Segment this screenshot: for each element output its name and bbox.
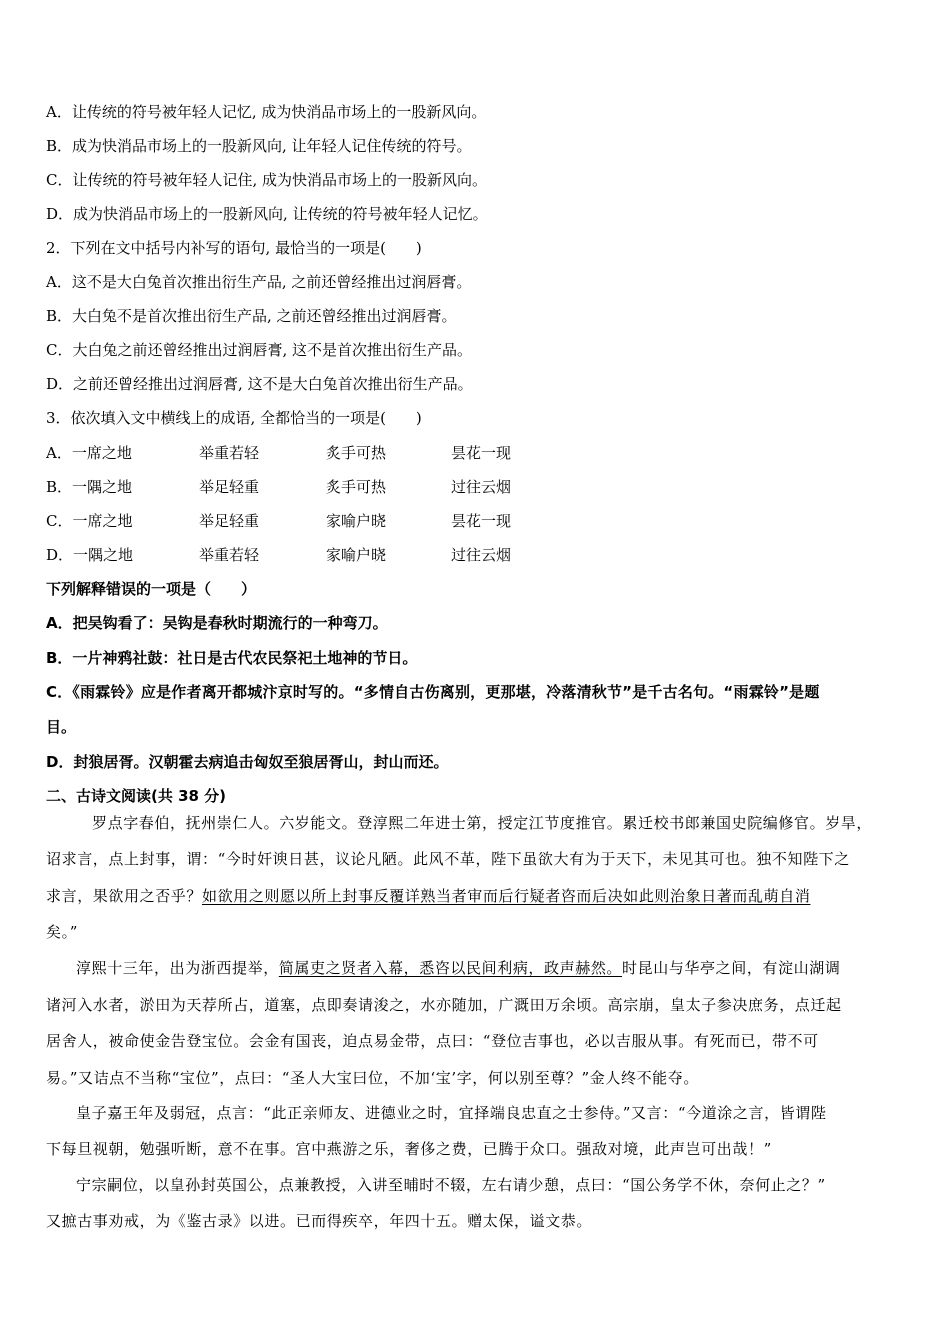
q3-d-term2: 举重若轻 — [199, 546, 260, 564]
q3-stem: 3．依次填入文中横线上的成语, 全都恰当的一项是( ) — [46, 409, 422, 427]
passage-line: 宁宗嗣位，以皇孙封英国公，点兼教授，入讲至晡时不辍，左右请少憩，点曰：“国公务学不休，奈何止之？” — [76, 1176, 826, 1194]
passage-line: 罗点字春伯，抚州崇仁人。六岁能文。登淳熙二年进士第，授定江节度推官。累迁校书郎兼国史院编修官。岁旱， — [92, 814, 873, 832]
q3-b-term4: 过往云烟 — [451, 478, 512, 496]
q4-option-c: C．《雨霖铃》应是作者离开都城汴京时写的。“多情自古伤离别，更那堪，冷落清秋节”是千古名句。“雨霖铃”是题 — [46, 683, 820, 701]
passage-text: 时昆山与华亭之间，有淀山湖调 — [622, 959, 841, 977]
passage-line: 诏求言，点上封事，谓：“今时奸谀日甚，议论凡陋。此风不革，陛下虽欲大有为于天下，未见其可也。独不知陛下之 — [46, 850, 850, 868]
q3-a-label: A．一席之地 — [46, 444, 132, 462]
q4-stem: 下列解释错误的一项是（ ） — [46, 580, 257, 598]
q4-option-c-cont: 目。 — [46, 718, 77, 736]
q3-c-term3: 家喻户晓 — [326, 512, 387, 530]
passage-text: 求言，果欲用之否乎？ — [46, 887, 203, 905]
passage-line: 易。”又诘点不当称“宝位”，点曰：“圣人大宝曰位，不加‘宝’字，何以别至尊？”金人终不能夺。 — [46, 1069, 699, 1087]
q1-option-c: C．让传统的符号被年轻人记住, 成为快消品市场上的一股新风向。 — [46, 171, 488, 189]
passage-line: 诸河入水者，淤田为天荐所占，道塞，点即奏请浚之，水亦随加，广溉田万余顷。高宗崩，皇太子参决庶务，点迁起 — [46, 996, 842, 1014]
q3-c-label: C．一席之地 — [46, 512, 133, 530]
passage-line: 皇子嘉王年及弱冠，点言：“此正亲师友、进德业之时，宜择端良忠直之士参侍。”又言：“今道涂之言，皆谓陛 — [76, 1104, 827, 1122]
passage-line — [46, 886, 908, 906]
underlined-sentence: 简属吏之贤者入幕，悉咨以民间利病，政声赫然。 — [278, 959, 623, 977]
q1-option-a: A．让传统的符号被年轻人记忆, 成为快消品市场上的一股新风向。 — [46, 103, 487, 121]
q3-b-term2: 举足轻重 — [199, 478, 260, 496]
passage-line: 矣。” — [46, 923, 78, 941]
underlined-sentence: 如欲用之则愿以所上封事反覆详熟当者审而后行疑者咨而后决如此则治象日著而乱萌自消 — [202, 887, 811, 905]
q4-option-b: B．一片神鸦社鼓：社日是古代农民祭祀土地神的节日。 — [46, 649, 418, 667]
q2-option-b: B．大白兔不是首次推出衍生产品, 之前还曾经推出过润唇膏。 — [46, 307, 457, 325]
passage-line: 下每旦视朝，勉强听断，意不在事。宫中燕游之乐，奢侈之费，已腾于众口。强敌对境，此声岂可出哉！” — [46, 1140, 772, 1158]
q2-option-a: A．这不是大白兔首次推出衍生产品, 之前还曾经推出过润唇膏。 — [46, 273, 472, 291]
passage-line: 居舍人，被命使金告登宝位。会金有国丧，迫点易金带，点曰：“登位吉事也，必以吉服从事。有死而已，带不可 — [46, 1032, 819, 1050]
q3-a-term3: 炙手可热 — [326, 444, 387, 462]
q3-c-term2: 举足轻重 — [199, 512, 260, 530]
q3-c-term4: 昙花一现 — [451, 512, 512, 530]
passage-text: 淳熙十三年，出为浙西提举， — [76, 959, 279, 977]
q2-option-c: C．大白兔之前还曾经推出过润唇膏, 这不是首次推出衍生产品。 — [46, 341, 473, 359]
q3-d-term4: 过往云烟 — [451, 546, 512, 564]
section-heading: 二、古诗文阅读(共 38 分) — [46, 787, 227, 805]
q2-stem: 2．下列在文中括号内补写的语句, 最恰当的一项是( ) — [46, 239, 422, 257]
q1-option-d: D．成为快消品市场上的一股新风向, 让传统的符号被年轻人记忆。 — [46, 205, 488, 223]
q3-d-term3: 家喻户晓 — [326, 546, 387, 564]
q3-b-label: B．一隅之地 — [46, 478, 133, 496]
q3-a-term2: 举重若轻 — [199, 444, 260, 462]
passage-line — [46, 958, 938, 978]
q1-option-b: B．成为快消品市场上的一股新风向, 让年轻人记住传统的符号。 — [46, 137, 472, 155]
q3-d-label: D．一隅之地 — [46, 546, 134, 564]
passage-line: 又摭古事劝戒，为《鉴古录》以进。已而得疾卒，年四十五。赠太保，谥文恭。 — [46, 1212, 593, 1230]
q3-b-term3: 炙手可热 — [326, 478, 387, 496]
q3-a-term4: 昙花一现 — [451, 444, 512, 462]
q4-option-a: A．把吴钩看了：吴钩是春秋时期流行的一种弯刀。 — [46, 614, 388, 632]
q4-option-d: D．封狼居胥。汉朝霍去病追击匈奴至狼居胥山，封山而还。 — [46, 753, 449, 771]
q2-option-d: D．之前还曾经推出过润唇膏, 这不是大白兔首次推出衍生产品。 — [46, 375, 473, 393]
